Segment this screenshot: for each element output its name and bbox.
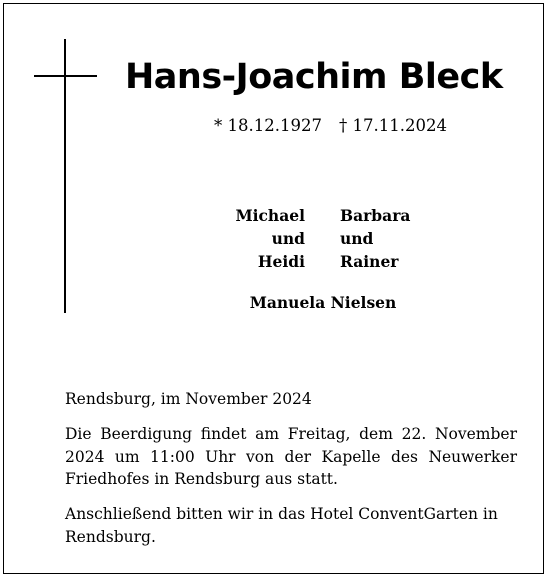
cross-icon-vertical-bar: [64, 39, 66, 313]
family-column-right: [340, 204, 410, 273]
additional-mourner: Manuela Nielsen: [249, 293, 397, 312]
family-name: Barbara: [340, 206, 411, 225]
reception-details: Anschließend bitten wir in das Hotel ConventGarten in Rendsburg.: [65, 505, 498, 546]
family-name: Michael: [235, 206, 305, 225]
cross-icon-horizontal-bar: [34, 75, 97, 77]
family-name: Heidi: [257, 252, 305, 271]
place-and-date: Rendsburg, im November 2024: [65, 390, 312, 408]
family-conjunction: und: [340, 229, 374, 248]
family-conjunction: und: [271, 229, 305, 248]
family-column-left: [235, 204, 305, 273]
funeral-details: Die Beerdigung findet am Freitag, dem 22. November 2024 um 11:00 Uhr von der Kapelle des Neuwerker Friedhofes in Rendsburg aus statt.: [65, 425, 517, 488]
deceased-name: Hans-Joachim Bleck: [125, 57, 503, 97]
birth-date: * 18.12.1927: [214, 116, 322, 135]
death-date: † 17.11.2024: [339, 116, 447, 135]
family-name: Rainer: [340, 252, 399, 271]
